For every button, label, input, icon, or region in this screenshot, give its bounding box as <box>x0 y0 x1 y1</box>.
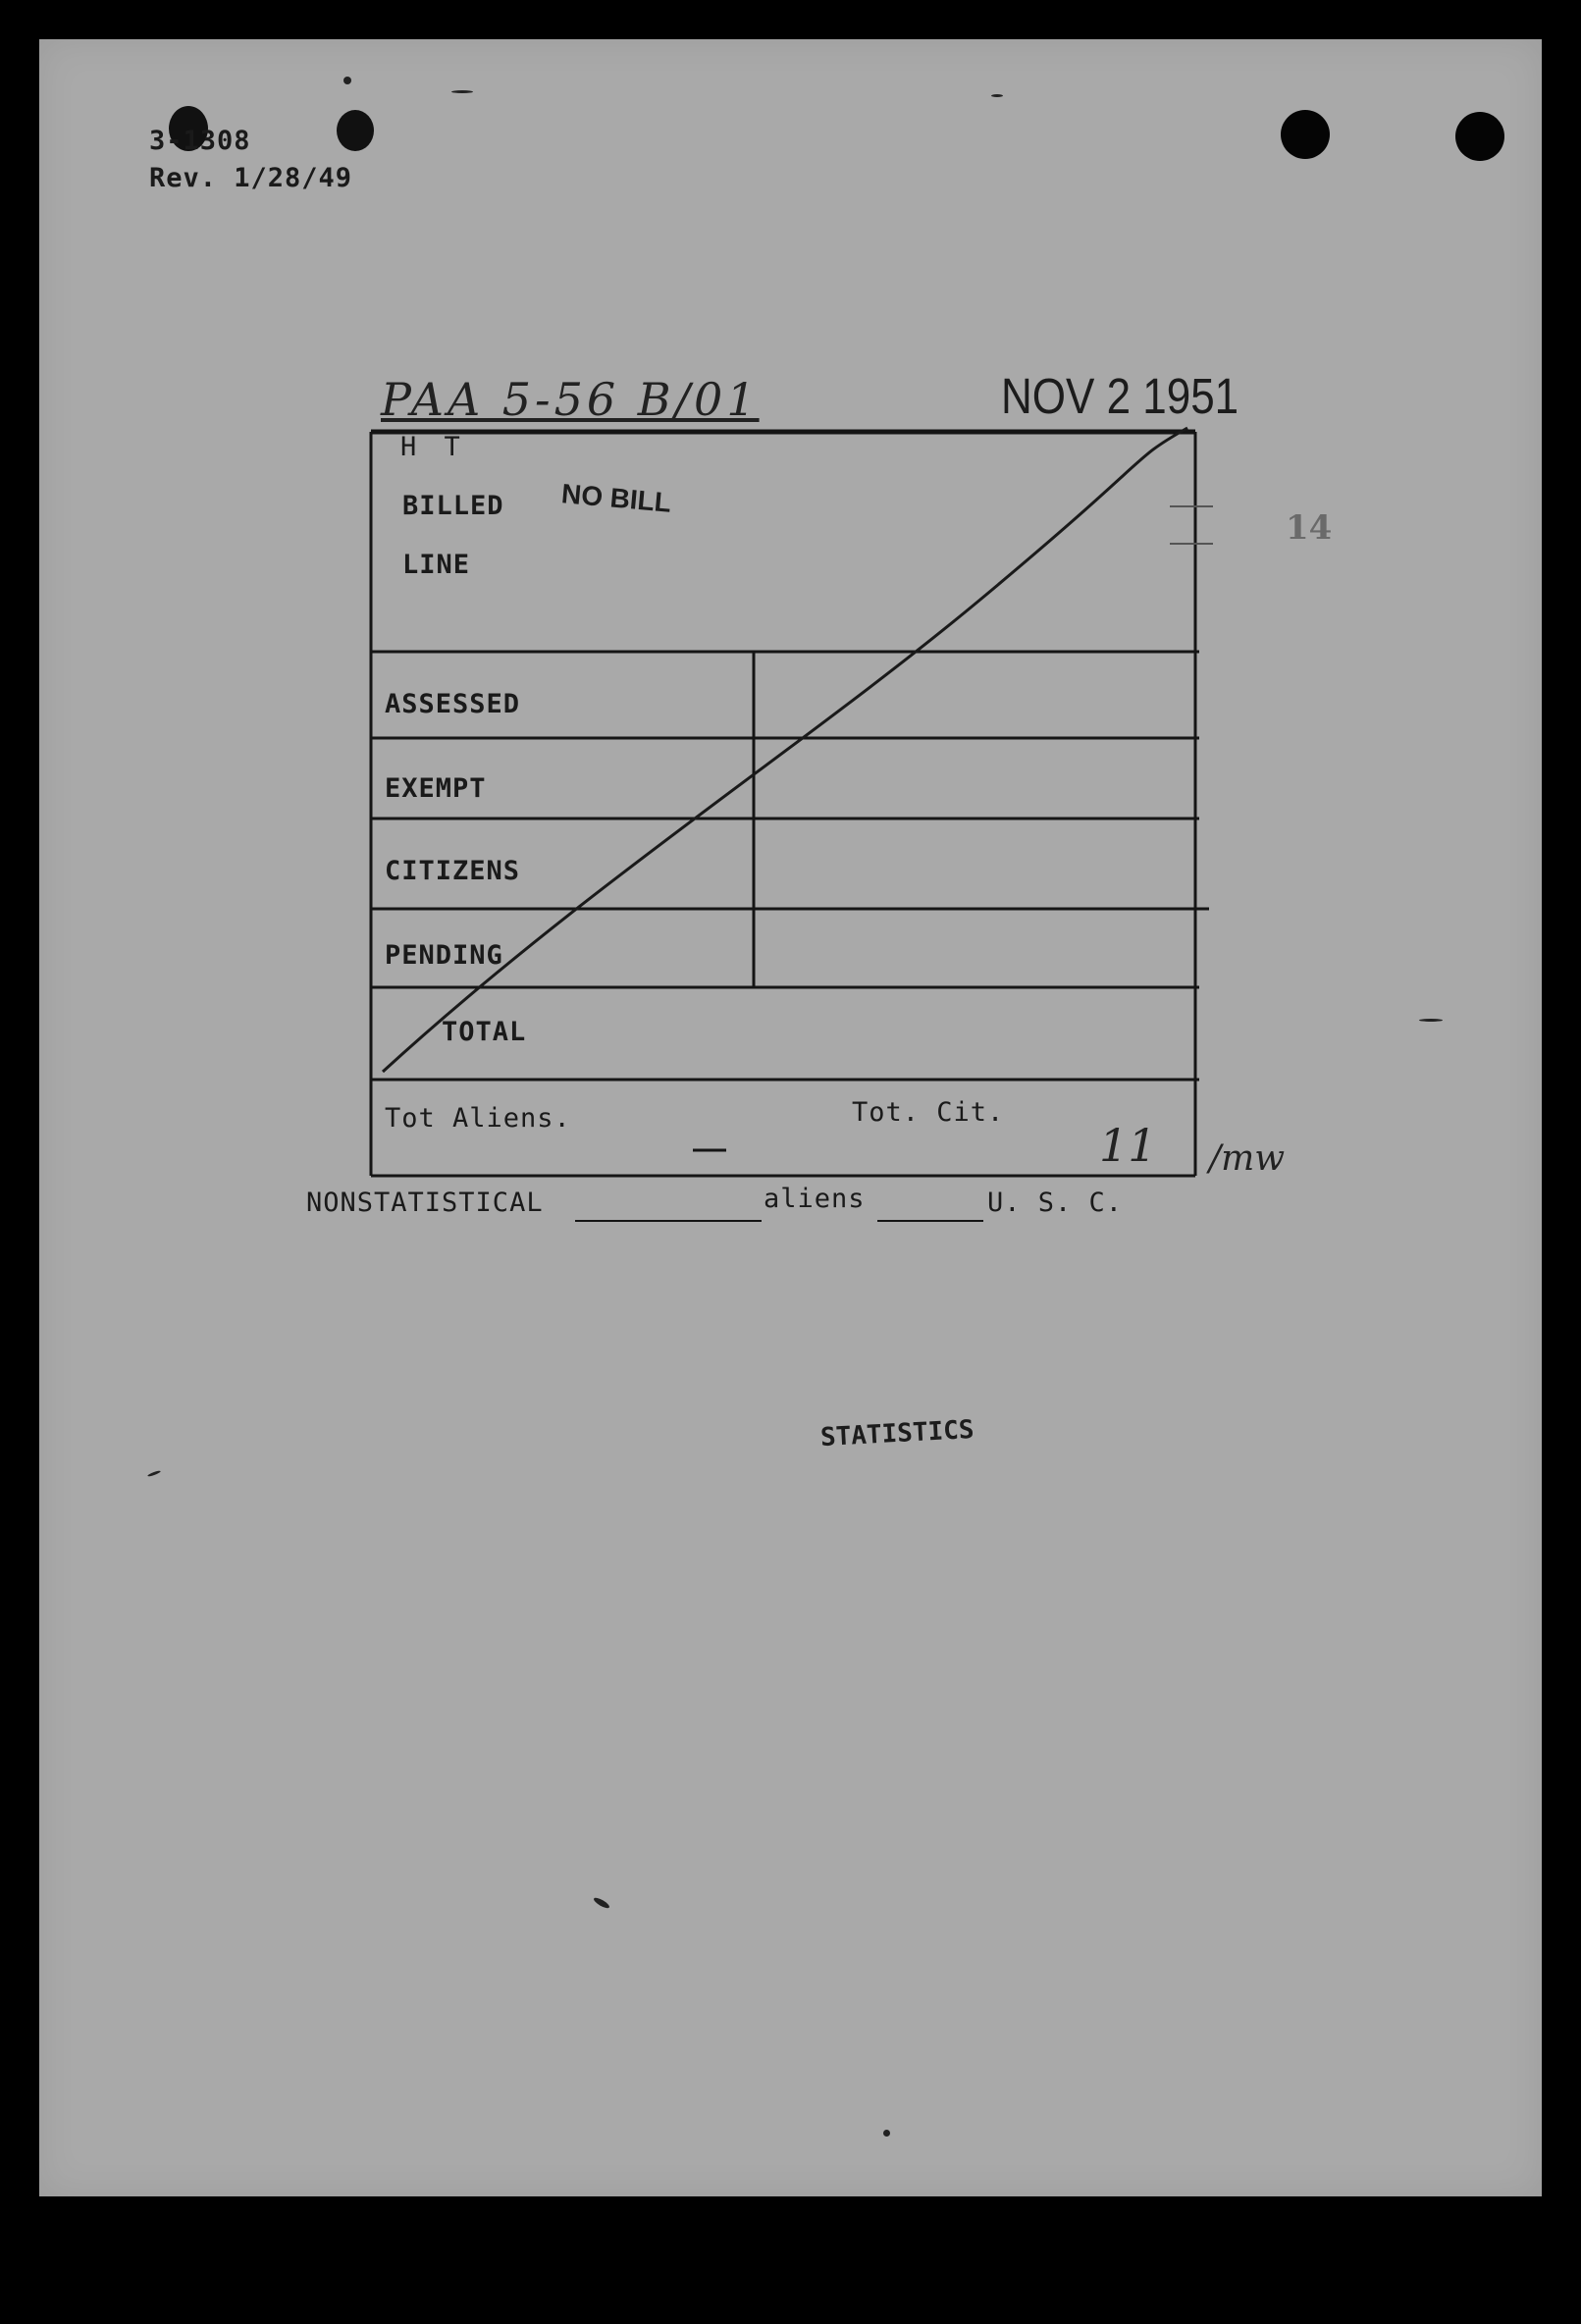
handwritten-tally: 11 <box>1099 1119 1157 1172</box>
speck <box>991 94 1003 97</box>
row-total: TOTAL <box>442 1017 527 1047</box>
tot-aliens-label: Tot Aliens. <box>385 1103 571 1134</box>
aliens-label: aliens <box>764 1184 866 1214</box>
date-stamp: NOV 2 1951 <box>1001 369 1239 425</box>
handwritten-reference: PAA 5-56 B/01 <box>381 373 760 426</box>
row-exempt: EXEMPT <box>385 773 487 804</box>
speck <box>883 2130 890 2137</box>
row-pending: PENDING <box>385 940 503 971</box>
form-number: 3-1308 <box>149 126 251 156</box>
statistics-stamp: STATISTICS <box>819 1414 975 1453</box>
label-billed: BILLED <box>402 491 504 521</box>
row-citizens: CITIZENS <box>385 856 521 886</box>
form-revision: Rev. 1/28/49 <box>149 163 353 193</box>
usc-label: U. S. C. <box>987 1188 1124 1218</box>
tot-cit-label: Tot. Cit. <box>852 1097 1005 1128</box>
nonstatistical-label: NONSTATISTICAL <box>306 1188 544 1218</box>
speck <box>1419 1019 1443 1022</box>
page-number: 14 <box>1286 508 1333 548</box>
label-ht: H T <box>400 432 466 462</box>
speck <box>451 90 473 93</box>
label-line: LINE <box>402 550 471 580</box>
speck <box>343 77 351 84</box>
row-assessed: ASSESSED <box>385 689 521 719</box>
handwritten-initials: /mw <box>1209 1138 1286 1179</box>
no-bill-stamp: NO BILL <box>559 478 673 518</box>
